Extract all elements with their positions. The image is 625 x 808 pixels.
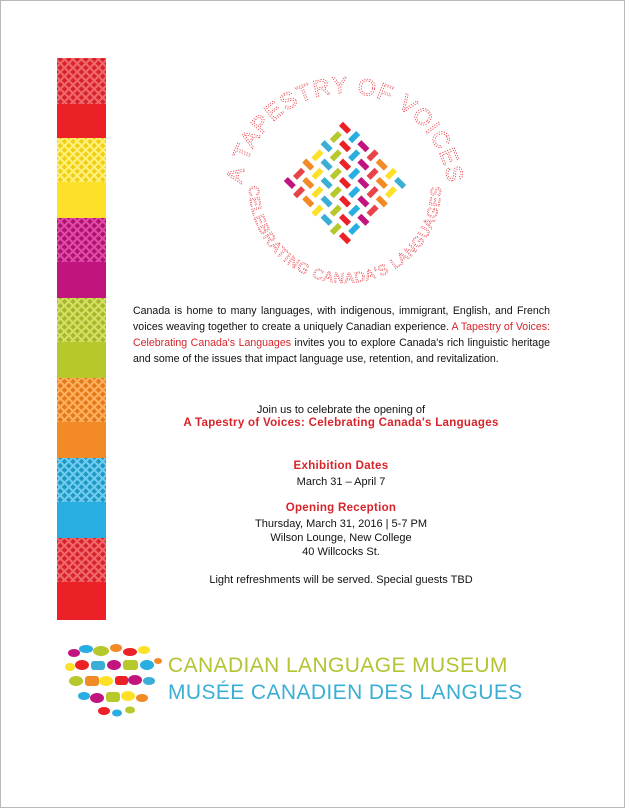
weave-tile xyxy=(339,214,351,226)
weave-tile xyxy=(321,177,333,189)
weave-tile xyxy=(339,195,351,207)
stripe-blue-pattern xyxy=(57,458,106,502)
weave-tile xyxy=(302,195,314,207)
color-stripe xyxy=(57,58,106,620)
weave-tile xyxy=(293,168,305,180)
weave-tile xyxy=(385,186,397,198)
weave-tile xyxy=(321,140,333,152)
stripe-lime-pattern xyxy=(57,298,106,342)
weave-tile xyxy=(321,214,333,226)
weave-tile xyxy=(367,168,379,180)
weave-tile xyxy=(357,140,369,152)
weave-tile xyxy=(330,131,342,143)
weave-tile xyxy=(385,168,397,180)
stripe-red-solid xyxy=(57,104,106,138)
stripe-yellow-solid xyxy=(57,182,106,218)
stripe-red-solid-2 xyxy=(57,582,106,620)
intro-paragraph xyxy=(133,303,550,367)
woven-diamond-icon xyxy=(282,120,408,246)
weave-tile xyxy=(348,186,360,198)
stripe-orange-solid xyxy=(57,422,106,458)
weave-tile xyxy=(293,186,305,198)
stripe-yellow-pattern xyxy=(57,138,106,182)
weave-tile xyxy=(311,186,323,198)
weave-tile xyxy=(339,140,351,152)
stripe-red-pattern xyxy=(57,58,106,104)
logo-arc-subtitle: CELEBRATING CANADA'S LANGUAGES xyxy=(244,185,446,288)
intro-part1: Canada is home to many languages, with indigenous, immigrant, English, and French voices weaving together to create a uniquely Canadian experience. xyxy=(133,305,550,333)
weave-tile xyxy=(284,177,296,189)
stripe-red-pattern-2 xyxy=(57,538,106,582)
tapestry-logo xyxy=(219,57,471,309)
weave-tile xyxy=(339,122,351,134)
stripe-magenta-solid xyxy=(57,262,106,298)
reception-address: 40 Willcocks St. xyxy=(302,546,380,558)
weave-tile xyxy=(311,168,323,180)
weave-tile xyxy=(321,159,333,171)
museum-name-fr: MUSÉE CANADIEN DES LANGUES xyxy=(168,681,523,704)
dates-range: March 31 – April 7 xyxy=(296,476,386,488)
intro-highlight: A Tapestry of Voices: Celebrating Canada's Languages xyxy=(133,321,550,349)
invite-title: A Tapestry of Voices: Celebrating Canada's Languages xyxy=(183,417,499,429)
weave-tile xyxy=(348,168,360,180)
weave-tile xyxy=(376,195,388,207)
weave-tile xyxy=(330,168,342,180)
reception-venue: Wilson Lounge, New College xyxy=(270,532,412,544)
weave-tile xyxy=(367,205,379,217)
weave-tile xyxy=(330,186,342,198)
weave-tile xyxy=(376,177,388,189)
weave-tile xyxy=(376,159,388,171)
invite-line: Join us to celebrate the opening of xyxy=(256,404,426,416)
weave-tile xyxy=(348,149,360,161)
stripe-orange-pattern xyxy=(57,378,106,422)
logo-arc-title: A TAPESTRY OF VOICES xyxy=(220,71,470,186)
weave-tile xyxy=(330,205,342,217)
weave-tile xyxy=(311,205,323,217)
weave-tile xyxy=(311,149,323,161)
weave-tile xyxy=(348,131,360,143)
stripe-magenta-pattern xyxy=(57,218,106,262)
weave-tile xyxy=(367,186,379,198)
weave-tile xyxy=(339,177,351,189)
weave-tile xyxy=(302,177,314,189)
weave-tile xyxy=(339,232,351,244)
stripe-lime-solid xyxy=(57,342,106,378)
weave-tile xyxy=(357,177,369,189)
weave-tile xyxy=(357,195,369,207)
reception-heading: Opening Reception xyxy=(285,502,397,514)
weave-tile xyxy=(357,214,369,226)
intro-part2: invites you to explore Canada's rich linguistic heritage and some of the issues that impact language use, retention, and revitalization. xyxy=(133,337,550,365)
dates-heading: Exhibition Dates xyxy=(293,460,389,472)
museum-name-en: CANADIAN LANGUAGE MUSEUM xyxy=(168,654,508,677)
speech-bubble-map-icon xyxy=(64,643,162,718)
weave-tile xyxy=(394,177,406,189)
weave-tile xyxy=(321,195,333,207)
weave-tile xyxy=(348,223,360,235)
weave-tile xyxy=(302,159,314,171)
reception-when: Thursday, March 31, 2016 | 5-7 PM xyxy=(254,518,427,530)
weave-tile xyxy=(330,149,342,161)
weave-tile xyxy=(330,223,342,235)
weave-tile xyxy=(357,159,369,171)
refreshments-note: Light refreshments will be served. Special guests TBD xyxy=(209,574,473,586)
weave-tile xyxy=(339,159,351,171)
weave-tile xyxy=(367,149,379,161)
stripe-blue-solid xyxy=(57,502,106,538)
weave-tile xyxy=(348,205,360,217)
